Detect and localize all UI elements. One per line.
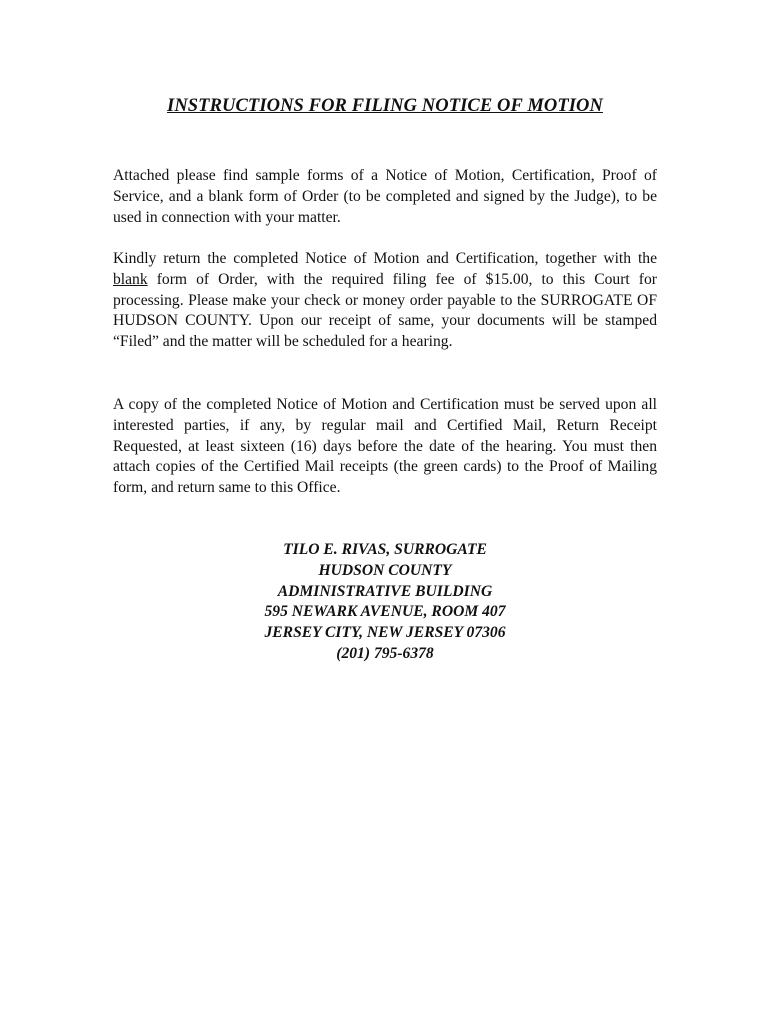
address-line-city: JERSEY CITY, NEW JERSEY 07306: [264, 624, 506, 642]
address-line-street: 595 NEWARK AVENUE, ROOM 407: [264, 603, 506, 621]
blank-underlined-word: blank: [113, 270, 148, 288]
paragraph-return-instructions: [113, 249, 657, 353]
address-line-county: HUDSON COUNTY: [318, 561, 452, 579]
document-title: INSTRUCTIONS FOR FILING NOTICE OF MOTION: [167, 96, 603, 116]
paragraph-service-instructions: A copy of the completed Notice of Motion and Certification must be served upon all interested parties, if any, by regular mail and Certified Mail, Return Receipt Requested, at least sixteen (16) days before the date of the hearing. You must then attach copies of the Certified Mail receipts (the green cards) to the Proof of Mailing form, and return same to this Office.: [113, 396, 657, 497]
address-line-building: ADMINISTRATIVE BUILDING: [277, 582, 493, 600]
surrogate-address-block: [0, 540, 770, 665]
paragraph-return-text-before: Kindly return the completed Notice of Motion and Certification, together with the: [113, 250, 657, 267]
address-line-name: TILO E. RIVAS, SURROGATE: [283, 541, 487, 558]
address-line-phone: (201) 795-6378: [336, 644, 434, 662]
paragraph-return-text-after: form of Order, with the required filing fee of $15.00, to this Court for processing. Please make your check or money order payable to the SURROGATE OF HUDSON COUNTY. Upon our receipt of same, your documents will be stamped “Filed” and the matter will be scheduled for a hearing.: [113, 270, 657, 351]
paragraph-attached-forms: Attached please find sample forms of a Notice of Motion, Certification, Proof of Service, and a blank form of Order (to be completed and signed by the Judge), to be used in connection with your matter.: [113, 167, 657, 226]
